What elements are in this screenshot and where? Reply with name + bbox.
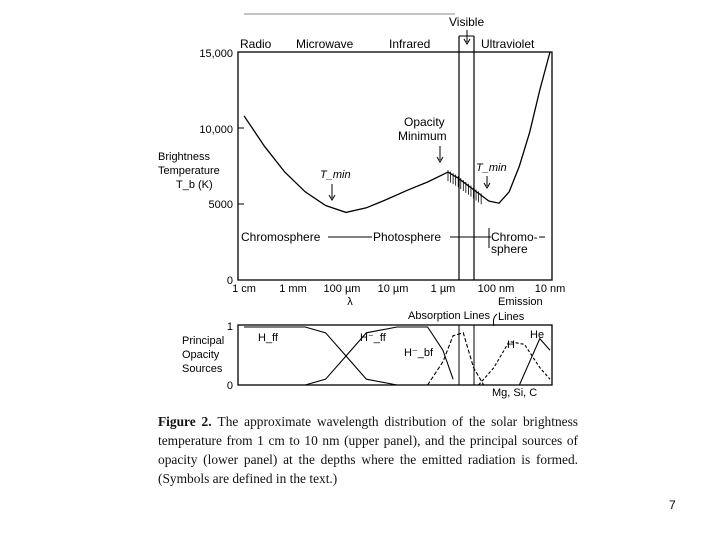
lower-y-title-3: Sources [182, 363, 223, 375]
lower-y-title-1: Principal [182, 335, 225, 347]
opacity-series-4 [519, 339, 550, 385]
xtick-100nm: 100 nm [477, 283, 515, 295]
opacity-curves [244, 327, 550, 385]
label-he: He [530, 329, 545, 341]
emission-lines-label-2: Lines [498, 311, 525, 323]
xtick-1cm: 1 cm [232, 283, 256, 295]
caption-text: The approximate wavelength distribution of the solar brightness temperature from 1 cm to 10 nm (upper panel), and the principal sources of opacity (lower panel) at the depths where the emitted radiation is formed. (Symbols are defined in the text.) [158, 414, 578, 486]
caption-label: Figure 2. [158, 414, 212, 429]
absorption-lines-label: Absorption Lines [408, 310, 490, 322]
band-label-radio: Radio [240, 37, 272, 51]
page-number: 7 [669, 498, 676, 512]
region-label-sphere: sphere [491, 242, 528, 256]
label-h: H [507, 339, 515, 351]
label-hminff: H⁻_ff [360, 332, 386, 344]
ytick-10000: 10,000 [199, 124, 233, 136]
xtick-10um: 10 µm [377, 283, 409, 295]
label-hff: H_ff [258, 332, 278, 344]
tmin-label-right: T_min [476, 162, 507, 174]
emission-lines-pointer [493, 314, 497, 326]
ytick-5000: 5000 [208, 199, 233, 211]
band-label-ultraviolet: Ultraviolet [481, 37, 535, 51]
xtick-1mm: 1 mm [279, 283, 307, 295]
opacity-minimum-label-1: Opacity [404, 115, 445, 129]
y-title-line1: Brightness [158, 151, 210, 163]
band-label-infrared: Infrared [389, 37, 431, 51]
xtick-10nm: 10 nm [534, 283, 566, 295]
x-axis-label-lambda: λ [347, 296, 353, 308]
lower-panel-frame [238, 325, 552, 385]
region-label-chromosphere: Chromosphere [241, 230, 321, 244]
xtick-1um: 1 µm [430, 283, 456, 295]
label-hminbf: H⁻_bf [404, 347, 434, 359]
lower-ytick-1: 1 [226, 321, 233, 333]
figure-caption [158, 412, 578, 488]
lower-ytick-0: 0 [226, 380, 233, 392]
xtick-100um: 100 µm [323, 283, 361, 295]
band-label-microwave: Microwave [296, 37, 354, 51]
brightness-temperature-curve [244, 52, 550, 212]
opacity-minimum-label-2: Minimum [398, 129, 447, 143]
emission-lines-label-1: Emission [498, 296, 543, 308]
ytick-15000: 15,000 [199, 48, 233, 60]
band-label-visible: Visible [449, 15, 485, 29]
region-label-photosphere: Photosphere [373, 230, 442, 244]
region-label-chromo: Chromo- [491, 230, 538, 244]
label-mg-si-c: Mg, Si, C [492, 387, 538, 399]
y-title-line2: Temperature [158, 165, 220, 177]
absorption-line-hatches [448, 170, 481, 204]
tmin-label-left: T_min [320, 169, 351, 181]
lower-y-title-2: Opacity [182, 349, 220, 361]
upper-x-ticks [232, 283, 565, 295]
ytick-0: 0 [226, 275, 233, 287]
y-title-line3: T_b (K) [176, 179, 213, 191]
